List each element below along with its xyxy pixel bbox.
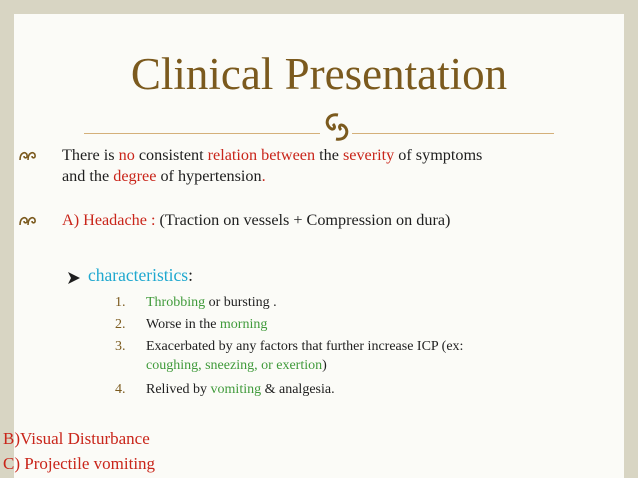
text-segment: the [315, 146, 343, 164]
text-morning: morning [219, 317, 268, 332]
visual-disturbance-line: B)Visual Disturbance [3, 429, 150, 448]
text-segment: ) [322, 358, 327, 373]
text-headache-cause: (Traction on vessels + Compression on dura) [159, 211, 451, 229]
text-period: . [261, 167, 266, 185]
text-segment: of symptoms [394, 146, 483, 164]
text-severity: severity [342, 146, 395, 164]
text-headache: A) Headache [62, 211, 147, 229]
list-number: 1. [115, 295, 126, 310]
ornament-icon [322, 111, 352, 143]
text-no: no [118, 146, 135, 164]
text-colon: : [146, 211, 160, 229]
title-divider-left [84, 133, 320, 134]
text-vomiting: vomiting [210, 382, 262, 397]
list-number: 3. [115, 339, 126, 354]
text-segment: and the [62, 167, 114, 185]
projectile-vomiting-line: C) Projectile vomiting [3, 454, 156, 473]
list-item [146, 316, 267, 334]
text-characteristics: characteristics [88, 265, 189, 285]
list-item [146, 381, 335, 399]
text-segment: There is [62, 146, 119, 164]
text-segment: or bursting . [205, 295, 277, 310]
text-degree: degree [113, 167, 157, 185]
title-divider-right [352, 133, 554, 134]
list-number: 4. [115, 382, 126, 397]
text-throbbing: Throbbing [146, 295, 206, 310]
text-relation-between: relation between [207, 146, 316, 164]
text-segment: Exacerbated by any factors that further increase ICP (ex: [146, 339, 464, 354]
characteristics-heading [88, 264, 193, 286]
list-item-continuation [146, 357, 327, 375]
text-segment: Relived by [146, 382, 211, 397]
text-segment: of hypertension [156, 167, 262, 185]
text-segment: Worse in the [146, 317, 220, 332]
scroll-bullet-icon [18, 213, 40, 229]
text-segment: & analgesia. [261, 382, 335, 397]
paragraph-relation-line1 [62, 145, 482, 165]
text-triggers: coughing, sneezing, or exertion [146, 358, 323, 373]
paragraph-headache [62, 210, 450, 230]
list-item [146, 338, 463, 356]
paragraph-relation-line2 [62, 166, 266, 186]
text-colon: : [188, 265, 193, 285]
text-segment: consistent [134, 146, 208, 164]
list-item [146, 294, 277, 312]
scroll-bullet-icon [18, 148, 40, 164]
list-number: 2. [115, 317, 126, 332]
arrow-bullet-icon [66, 270, 82, 286]
slide-title: Clinical Presentation [130, 49, 508, 99]
